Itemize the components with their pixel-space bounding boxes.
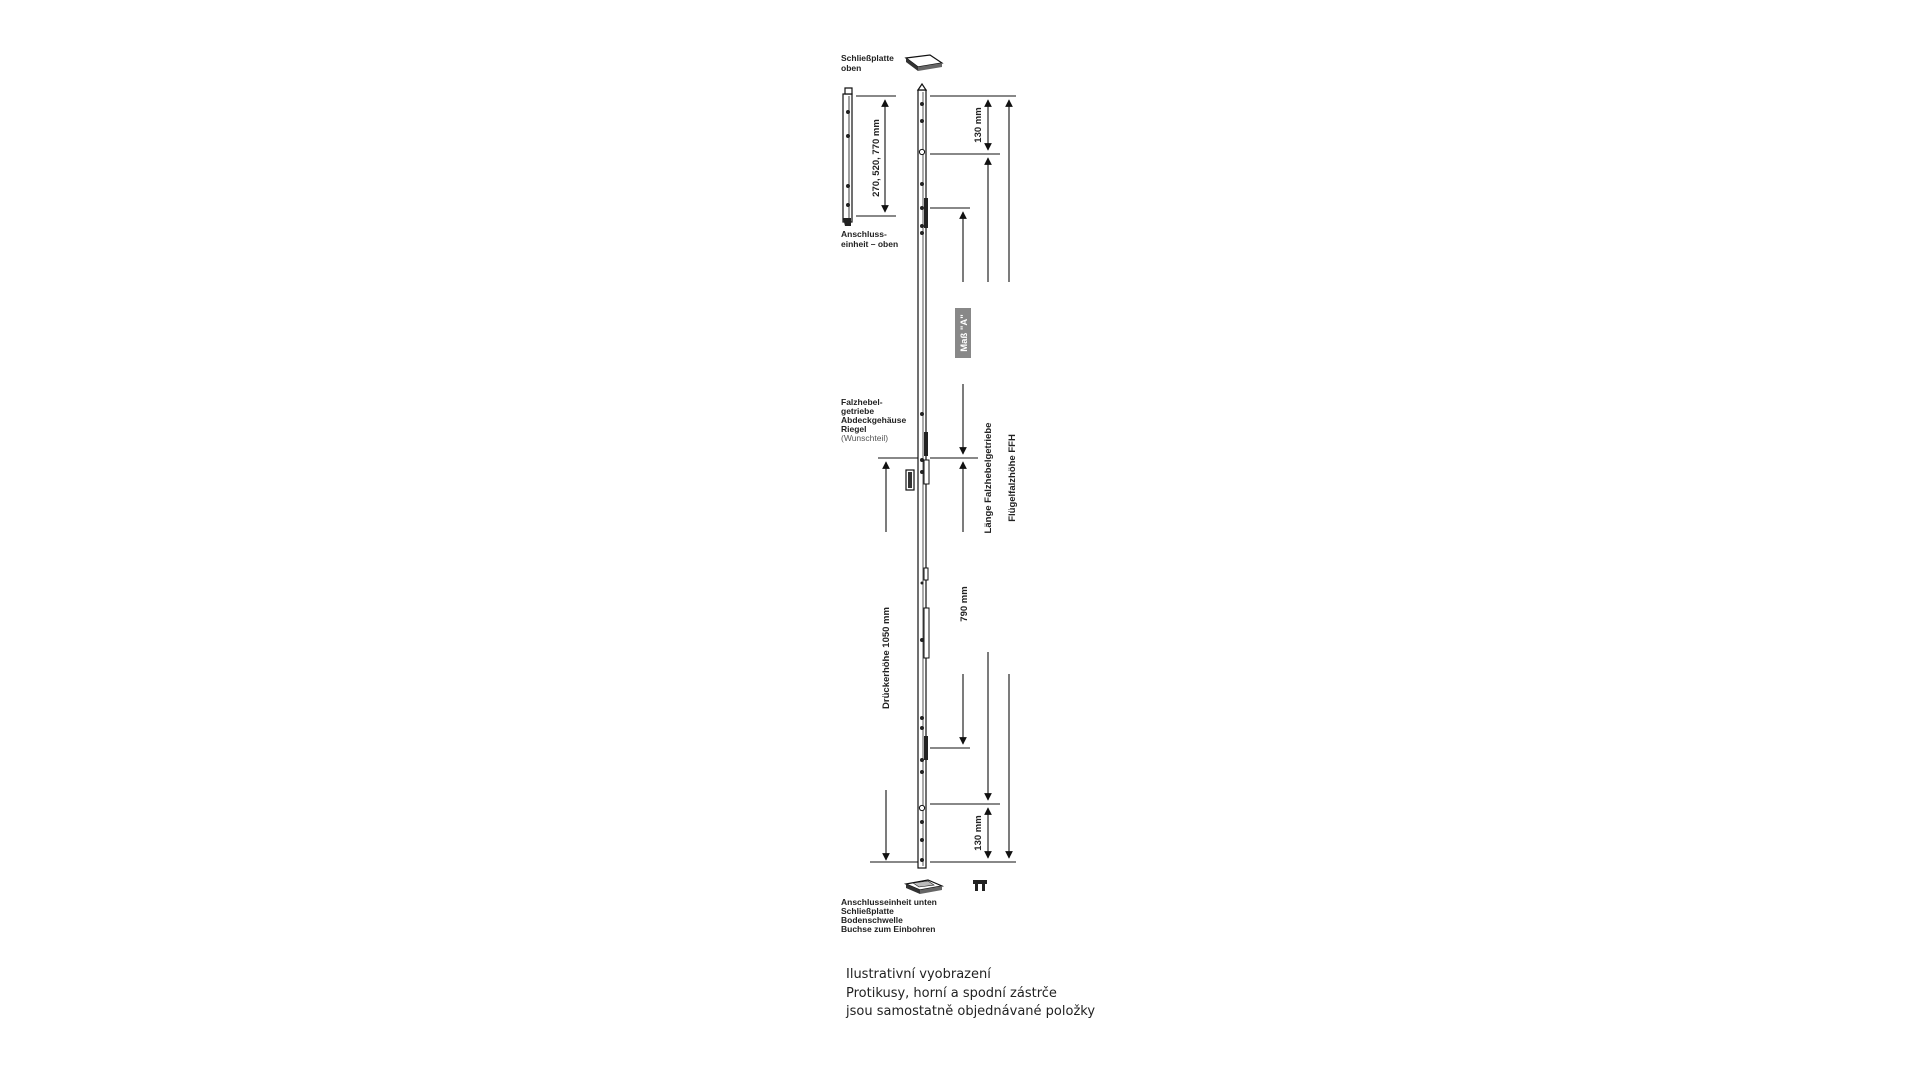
dim-bottom-130: 130 mm: [973, 815, 984, 851]
label-gear: Falzhebel- getriebe Abdeckgehäuse Riegel: [841, 397, 907, 434]
caption-line: Ilustrativní vyobrazení: [846, 967, 991, 982]
label-strike-top: Schließplatte oben: [841, 53, 894, 73]
socket-icon: [973, 880, 987, 891]
dim-gear-length: Länge Falzhebelgetriebe: [983, 422, 994, 534]
dim-mass-a: Maß "A": [959, 314, 970, 352]
dim-sash-height: Flügelfalzhöhe FFH: [1007, 434, 1018, 522]
label-gear-note: (Wunschteil): [841, 433, 889, 443]
gear-cover-icon: [906, 470, 914, 490]
strike-plate-bottom-icon: [906, 880, 942, 894]
main-gear-bar: [918, 84, 929, 868]
caption-line: jsou samostatně objednávané položky: [846, 1004, 1096, 1019]
dim-790: 790 mm: [959, 586, 970, 622]
caption-line: Protikusy, horní a spodní zástrče: [846, 985, 1057, 1001]
dim-top-range: 270, 520, 770 mm: [871, 119, 882, 197]
label-conn-top: Anschluss- einheit – oben: [841, 229, 899, 249]
caption: [846, 966, 1095, 1022]
dim-handle-height: Drückerhöhe 1050 mm: [881, 607, 892, 709]
label-bottom: Anschlusseinheit unten Schließplatte Bodenschwelle Buchse zum Einbohren: [841, 897, 937, 934]
connecting-unit-top-icon: [843, 88, 852, 226]
dim-top-130: 130 mm: [973, 107, 984, 143]
strike-plate-top-icon: [906, 55, 942, 71]
dim-mass-a-badge: [955, 308, 971, 358]
